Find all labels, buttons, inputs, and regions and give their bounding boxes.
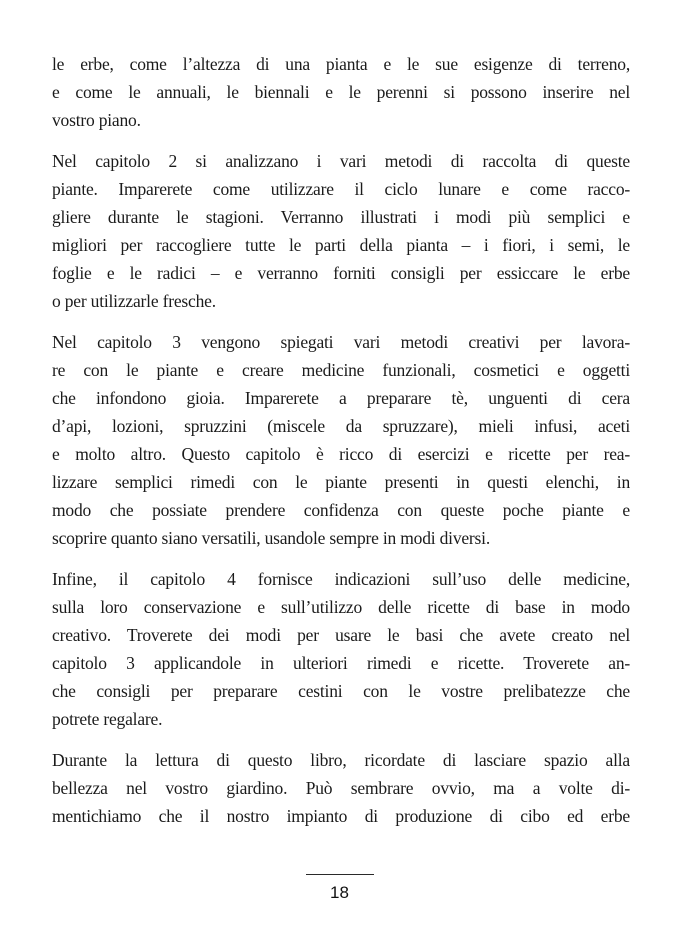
text-line: piante. Imparerete come utilizzare il ciclo lunare e come racco- <box>52 179 630 199</box>
text-line: o per utilizzarle fresche. <box>52 291 216 311</box>
text-line: modo che possiate prendere confidenza con queste poche piante e <box>52 500 630 520</box>
text-line: re con le piante e creare medicine funzionali, cosmetici e oggetti <box>52 360 630 380</box>
text-line: mentichiamo che il nostro impianto di produzione di cibo ed erbe <box>52 806 630 826</box>
text-line: potrete regalare. <box>52 709 163 729</box>
text-line: Durante la lettura di questo libro, ricordate di lasciare spazio alla <box>52 750 630 770</box>
text-line: scoprire quanto siano versatili, usandole sempre in modi diversi. <box>52 528 491 548</box>
text-line: lizzare semplici rimedi con le piante presenti in questi elenchi, in <box>52 472 630 492</box>
text-line: foglie e le radici – e verranno forniti consigli per essiccare le erbe <box>52 263 630 283</box>
paragraph <box>52 746 630 830</box>
paragraph <box>52 147 630 315</box>
text-line: e molto altro. Questo capitolo è ricco di esercizi e ricette per rea- <box>52 444 630 464</box>
paragraph <box>52 328 630 552</box>
text-line: che consigli per preparare cestini con le vostre prelibatezze che <box>52 681 630 701</box>
paragraph <box>52 565 630 733</box>
page-number: 18 <box>330 883 349 902</box>
text-line: vostro piano. <box>52 110 141 130</box>
paragraph <box>52 50 630 134</box>
text-line: sulla loro conservazione e sull’utilizzo delle ricette di base in modo <box>52 597 630 617</box>
text-line: d’api, lozioni, spruzzini (miscele da spruzzare), mieli infusi, aceti <box>52 416 630 436</box>
page-footer <box>0 874 679 903</box>
text-line: capitolo 3 applicandole in ulteriori rimedi e ricette. Troverete an- <box>52 653 630 673</box>
text-line: Nel capitolo 3 vengono spiegati vari metodi creativi per lavora- <box>52 332 630 352</box>
text-line: e come le annuali, le biennali e le perenni si possono inserire nel <box>52 82 630 102</box>
footer-rule <box>306 874 374 875</box>
text-line: le erbe, come l’altezza di una pianta e le sue esigenze di terreno, <box>52 54 630 74</box>
page-text <box>52 50 630 843</box>
text-line: gliere durante le stagioni. Verranno illustrati i modi più semplici e <box>52 207 630 227</box>
text-line: creativo. Troverete dei modi per usare le basi che avete creato nel <box>52 625 630 645</box>
text-line: migliori per raccogliere tutte le parti della pianta – i fiori, i semi, le <box>52 235 630 255</box>
text-line: che infondono gioia. Imparerete a preparare tè, unguenti di cera <box>52 388 630 408</box>
text-line: bellezza nel vostro giardino. Può sembrare ovvio, ma a volte di- <box>52 778 630 798</box>
text-line: Infine, il capitolo 4 fornisce indicazioni sull’uso delle medicine, <box>52 569 630 589</box>
text-line: Nel capitolo 2 si analizzano i vari metodi di raccolta di queste <box>52 151 630 171</box>
